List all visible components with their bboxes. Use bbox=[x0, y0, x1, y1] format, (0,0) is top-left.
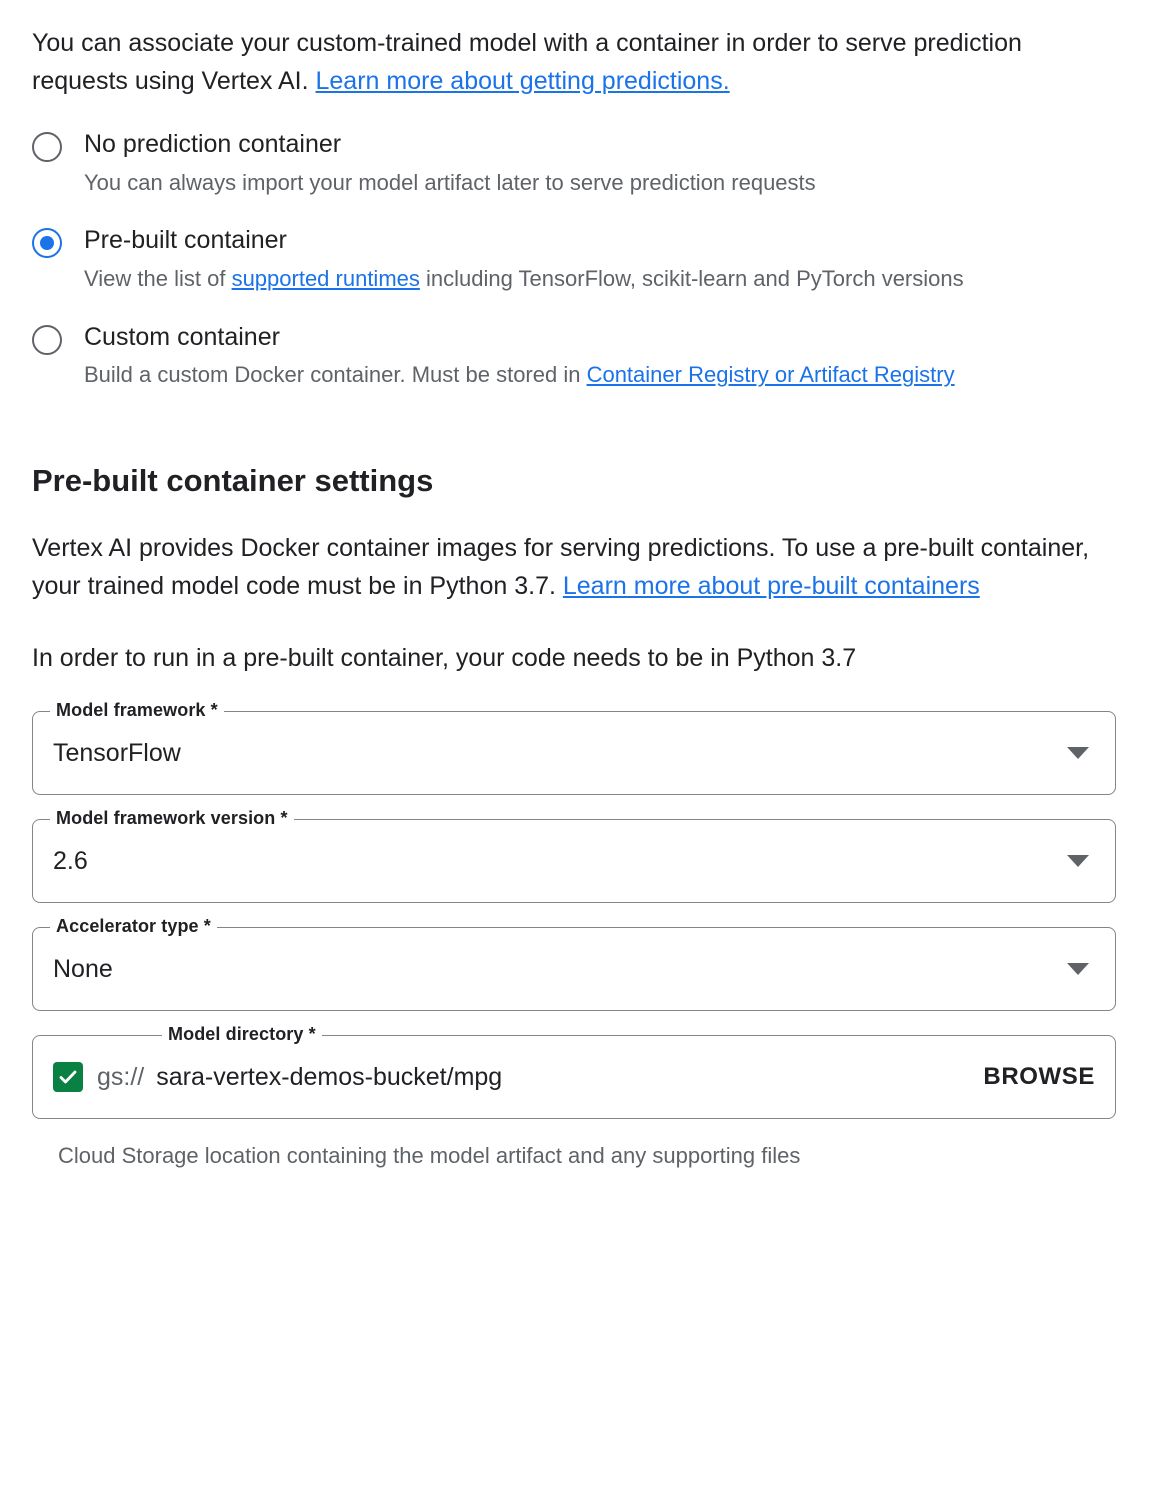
model-framework-version-value: 2.6 bbox=[53, 846, 88, 875]
python-version-note: In order to run in a pre-built container, your code needs to be in Python 3.7 bbox=[32, 644, 857, 673]
chevron-down-icon[interactable] bbox=[1067, 963, 1089, 975]
field-accelerator-type[interactable] bbox=[32, 916, 1138, 1011]
accelerator-type-label: Accelerator type * bbox=[50, 916, 217, 937]
radio-option-no-prediction-container[interactable] bbox=[32, 128, 1138, 198]
pre-built-containers-link[interactable]: Learn more about pre-built containers bbox=[562, 572, 980, 601]
container-type-radio-group bbox=[32, 128, 1138, 391]
radio-text-no-prediction-container bbox=[84, 128, 1138, 198]
model-framework-label: Model framework * bbox=[50, 700, 224, 721]
radio-text-pre-built-container bbox=[84, 224, 1138, 294]
settings-description bbox=[32, 529, 1122, 605]
model-directory-value: sara-vertex-demos-bucket/mpg bbox=[156, 1062, 503, 1091]
radio-label-no-prediction-container: No prediction container bbox=[84, 130, 342, 158]
radio-text-custom-container bbox=[84, 321, 1138, 391]
model-framework-version-label: Model framework version * bbox=[50, 808, 294, 829]
radio-button-custom-container[interactable] bbox=[32, 325, 62, 355]
radio-desc-custom-prefix: Build a custom Docker container. Must be stored in bbox=[84, 362, 587, 388]
radio-button-no-prediction-container[interactable] bbox=[32, 132, 62, 162]
radio-option-pre-built-container[interactable] bbox=[32, 224, 1138, 294]
model-directory-label: Model directory * bbox=[162, 1024, 322, 1045]
accelerator-type-value: None bbox=[53, 954, 113, 983]
supported-runtimes-link[interactable]: supported runtimes bbox=[231, 265, 420, 291]
getting-predictions-link[interactable]: Learn more about getting predictions. bbox=[315, 67, 730, 95]
radio-desc-custom-container bbox=[84, 359, 1138, 391]
container-registry-link[interactable]: Container Registry or Artifact Registry bbox=[586, 362, 955, 388]
chevron-down-icon[interactable] bbox=[1067, 747, 1089, 759]
field-model-framework[interactable] bbox=[32, 700, 1138, 795]
radio-label-custom-container: Custom container bbox=[84, 322, 280, 351]
radio-label-pre-built-container: Pre-built container bbox=[84, 226, 287, 255]
browse-button[interactable]: BROWSE bbox=[983, 1063, 1095, 1091]
radio-desc-pre-built-container bbox=[84, 263, 1138, 295]
model-directory-helper-text: Cloud Storage location containing the model artifact and any supporting files bbox=[58, 1143, 801, 1169]
accelerator-type-select[interactable] bbox=[32, 927, 1116, 1011]
page-title: Pre-built container settings bbox=[32, 463, 434, 499]
radio-button-pre-built-container[interactable] bbox=[32, 228, 62, 258]
model-framework-select[interactable] bbox=[32, 711, 1116, 795]
gs-prefix-label: gs:// bbox=[97, 1062, 145, 1091]
radio-option-custom-container[interactable] bbox=[32, 321, 1138, 391]
check-icon bbox=[53, 1062, 83, 1092]
model-directory-input[interactable] bbox=[32, 1035, 1116, 1119]
intro-text-body: You can associate your custom-trained model with a container in order to serve prediction requests using Vertex AI. bbox=[32, 29, 1022, 95]
radio-desc-no-prediction-container: You can always import your model artifact later to serve prediction requests bbox=[84, 169, 816, 195]
model-framework-version-select[interactable] bbox=[32, 819, 1116, 903]
intro-text bbox=[32, 24, 1092, 100]
settings-description-body: Vertex AI provides Docker container images for serving predictions. To use a pre-built container, your trained model code must be in Python 3.7. bbox=[32, 534, 1090, 601]
model-framework-value: TensorFlow bbox=[53, 738, 181, 767]
field-model-directory[interactable] bbox=[32, 1024, 1138, 1119]
chevron-down-icon[interactable] bbox=[1067, 855, 1089, 867]
radio-desc-pre-built-prefix: View the list of bbox=[84, 265, 232, 291]
radio-desc-pre-built-suffix: including TensorFlow, scikit-learn and PyTorch versions bbox=[419, 265, 964, 291]
field-model-framework-version[interactable] bbox=[32, 808, 1138, 903]
